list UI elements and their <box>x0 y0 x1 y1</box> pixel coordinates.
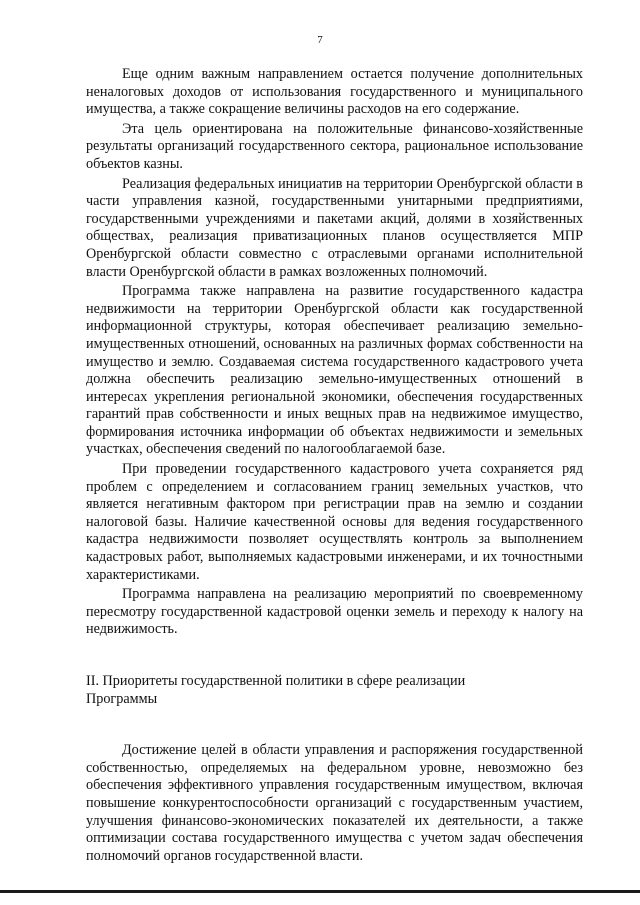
section-heading <box>86 673 583 708</box>
paragraph: Еще одним важным направлением остается получение дополнительных неналоговых доходов от использования государственного и муниципального имущества, а также сокращение величины расходов на его содержание. <box>86 66 583 118</box>
paragraph: При проведении государственного кадастрового учета сохраняется ряд проблем с определением и согласованием границ земельных участков, что является негативным фактором при регистрации прав на землю и создании налоговой базы. Наличие качественной основы для ведения государственного кадастра недвижимости позволяет осуществлять контроль за выполнением кадастровых работ, выполняемых кадастровыми инженерами, и их точностными характеристиками. <box>86 461 583 583</box>
section-heading-line-2: Программы <box>86 690 158 707</box>
page-number: 7 <box>317 34 323 46</box>
paragraph: Программа направлена на реализацию мероприятий по своевременному пересмотру государственной кадастровой оценки земель и переходу к налогу на недвижимость. <box>86 586 583 638</box>
paragraph: Реализация федеральных инициатив на территории Оренбургской области в части управления казной, государственными унитарными предприятиями, государственными учреждениями и пакетами акций, долями в хозяйственных обществах, реализация приватизационных планов осуществляется МПР Оренбургской области совместно с отраслевыми органами исполнительной власти Оренбургской области в рамках возложенных полномочий. <box>86 175 583 280</box>
bottom-scan-border <box>0 890 640 893</box>
section-heading-line-1: II. Приоритеты государственной политики в сфере реализации <box>86 673 466 689</box>
paragraph: Эта цель ориентирована на положительные финансово-хозяйственные результаты организаций государственного сектора, рациональное использование объектов казны. <box>86 120 583 172</box>
paragraph: Достижение целей в области управления и распоряжения государственной собственностью, определяемых на федеральном уровне, невозможно без обеспечения эффективного управления государственным имуществом, включая повышение конкурентоспособности организаций с государственным участием, улучшения финансово-экономических показателей их деятельности, а также оптимизации состава государственного имущества с учетом задач обеспечения полномочий органов государственной власти. <box>86 742 583 864</box>
paragraph: Программа также направлена на развитие государственного кадастра недвижимости на территории Оренбургской области как государственной информационной структуры, которая обеспечивает реализацию земельно-имущественных отношений, основанных на различных формах собственности на имущество и землю. Создаваемая система государственного кадастрового учета должна обеспечить реализацию земельно-имущественных отношений в интересах укрепления региональной экономики, обеспечения государственных гарантий прав собственности и иных вещных прав на недвижимое имущество, формирования источника информации об объектах недвижимости и земельных участках, обеспечения сведений по налогооблагаемой базе. <box>86 283 583 458</box>
document-body <box>86 66 583 867</box>
